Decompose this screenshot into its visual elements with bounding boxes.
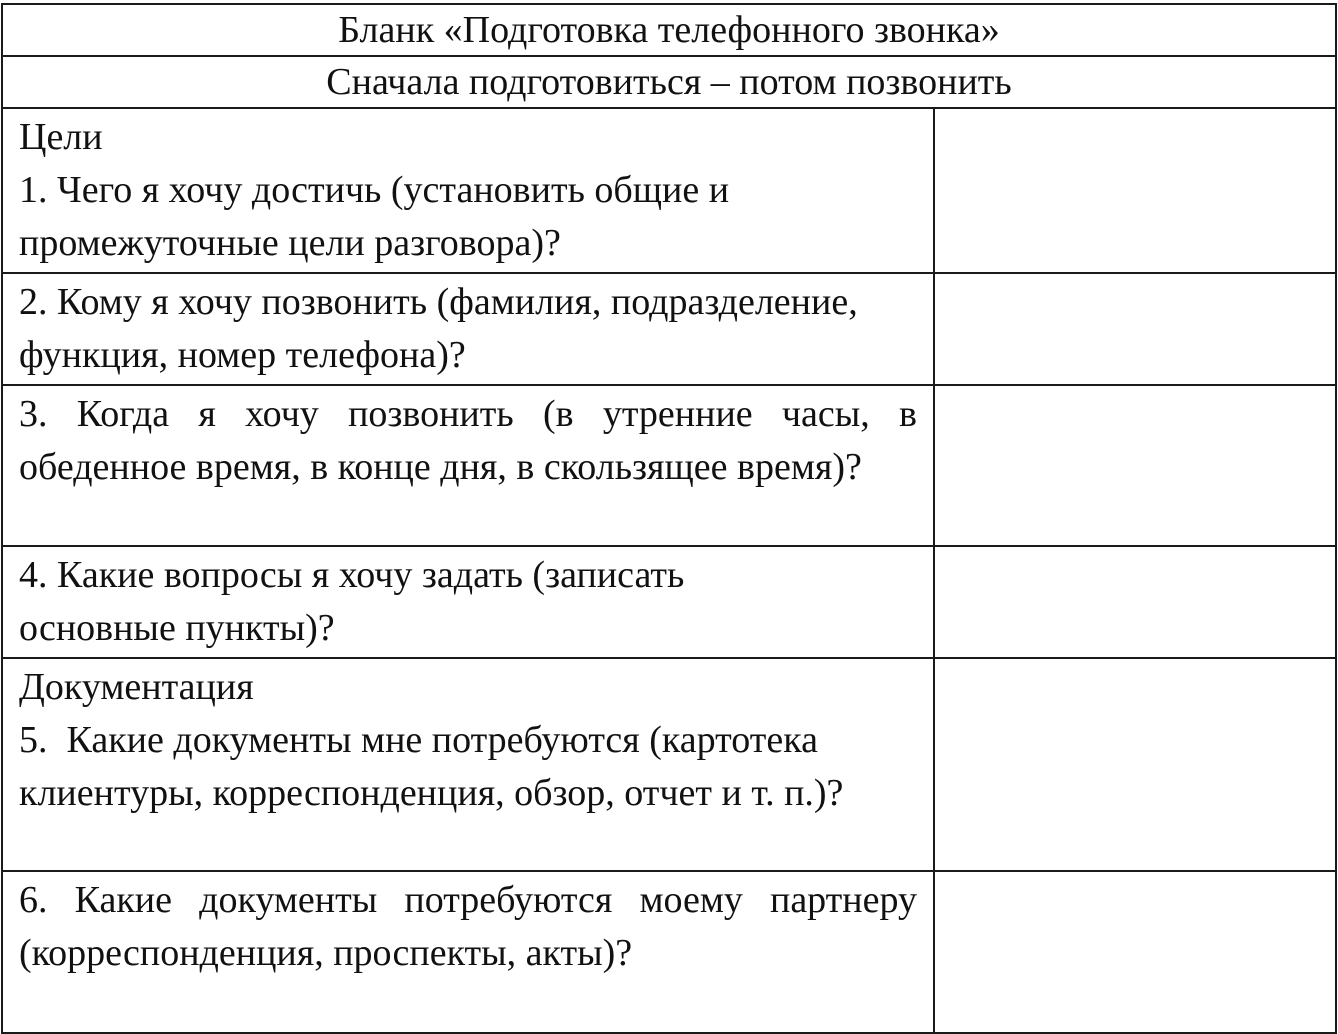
question-cell (2, 658, 934, 871)
question-cell (2, 273, 934, 385)
answer-cell[interactable] (934, 546, 1336, 658)
question-text: 6. Какие документы потребуются моему партнеру (корреспонденция, проспекты, акты)? (19, 879, 917, 974)
question-cell (2, 108, 934, 273)
table-row (2, 385, 1336, 546)
form-subtitle-row (2, 56, 1336, 108)
answer-cell[interactable] (934, 385, 1336, 546)
table-row (2, 546, 1336, 658)
form-title: Бланк «Подготовка телефонного звонка» (2, 4, 1336, 56)
question-cell (2, 546, 934, 658)
question-text: 1. Чего я хочу достичь (установить общие и промежуточные цели разговора)? (19, 169, 730, 264)
question-text: 3. Когда я хочу позвонить (в утренние часы, в обеденное время, в конце дня, в скользящее время)? (19, 393, 917, 488)
phone-call-preparation-form (1, 3, 1337, 1034)
answer-cell[interactable] (934, 871, 1336, 1033)
form-title-row (2, 4, 1336, 56)
form-subtitle: Сначала подготовиться – потом позвонить (2, 56, 1336, 108)
question-cell (2, 385, 934, 546)
answer-cell[interactable] (934, 658, 1336, 871)
section-heading-documentation: Документация (19, 666, 254, 708)
table-row (2, 108, 1336, 273)
answer-cell[interactable] (934, 108, 1336, 273)
question-text: 4. Какие вопросы я хочу задать (записать основные пункты)? (19, 554, 685, 649)
table-row (2, 273, 1336, 385)
table-row (2, 871, 1336, 1033)
question-cell (2, 871, 934, 1033)
section-heading-goals: Цели (19, 116, 103, 158)
table-row (2, 658, 1336, 871)
question-text: 2. Кому я хочу позвонить (фамилия, подразделение, функция, номер телефона)? (19, 281, 858, 376)
answer-cell[interactable] (934, 273, 1336, 385)
question-text: 5. Какие документы мне потребуются (картотека клиентуры, корреспонденция, обзор, отчет и т. п.)? (19, 719, 844, 814)
